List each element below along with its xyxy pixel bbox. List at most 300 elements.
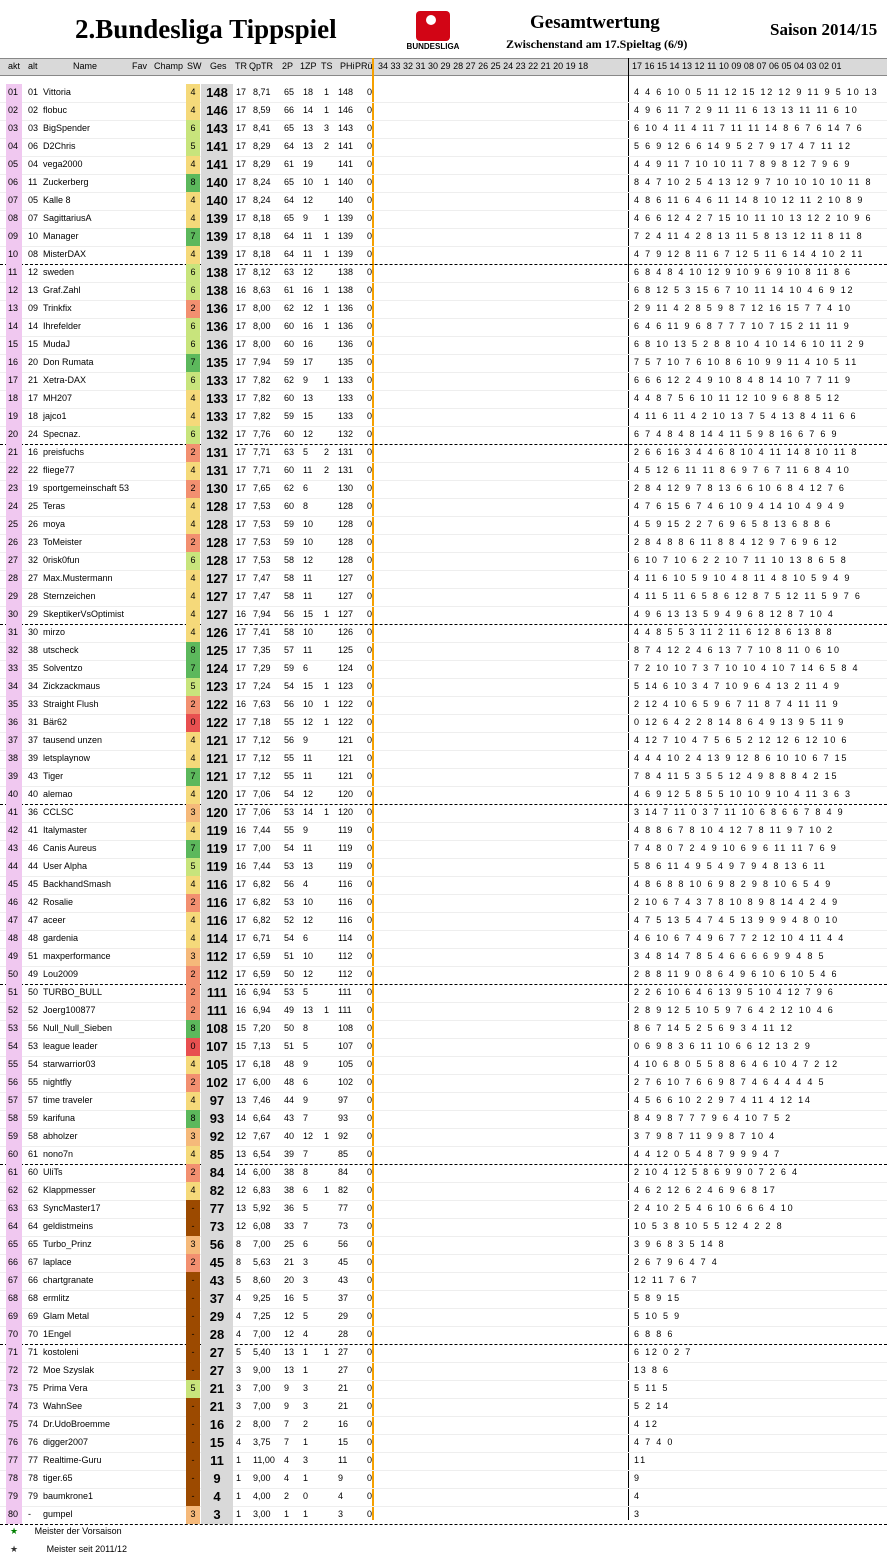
cell-name: Null_Null_Sieben <box>43 1023 113 1033</box>
cell-pr: 0 <box>367 303 373 313</box>
cell-alt: 35 <box>28 663 39 673</box>
cell-tr: 17 <box>236 1059 247 1069</box>
cell-ges: 102 <box>201 1074 233 1092</box>
cell-akt: 49 <box>8 951 19 961</box>
cell-qtr: 8,24 <box>253 195 271 205</box>
cell-sw: 2 <box>186 480 200 498</box>
table-row <box>0 1434 887 1453</box>
cell-tr: 12 <box>236 1131 247 1141</box>
table-row <box>0 570 887 589</box>
cell-akt: 14 <box>8 321 19 331</box>
table-row <box>0 588 887 607</box>
cell-p2: 1 <box>284 1509 290 1519</box>
cell-akt: 05 <box>8 159 19 169</box>
matchday-scores: 2 8 4 12 9 7 8 13 6 6 10 6 8 4 12 7 6 <box>634 483 846 493</box>
cell-p2: 53 <box>284 861 295 871</box>
cell-akt: 58 <box>8 1113 19 1123</box>
cell-p2: 62 <box>284 483 295 493</box>
cell-sw: 8 <box>186 1110 200 1128</box>
cell-ges: 116 <box>201 894 233 912</box>
cell-p2: 50 <box>284 969 295 979</box>
cell-pr: 0 <box>367 933 373 943</box>
cell-ts: 1 <box>324 375 330 385</box>
cell-phi: 9 <box>338 1473 344 1483</box>
cell-tr: 1 <box>236 1455 242 1465</box>
cell-akt: 19 <box>8 411 19 421</box>
cell-qtr: 7,53 <box>253 501 271 511</box>
table-row <box>0 1416 887 1435</box>
cell-tr: 12 <box>236 1221 247 1231</box>
cell-p1: 6 <box>303 1185 309 1195</box>
cell-phi: 93 <box>338 1113 349 1123</box>
cell-sw: 4 <box>186 624 200 642</box>
cell-p1: 12 <box>303 789 314 799</box>
cell-pr: 0 <box>367 1023 373 1033</box>
cell-alt: 21 <box>28 375 39 385</box>
cell-akt: 56 <box>8 1077 19 1087</box>
cell-tr: 17 <box>236 141 247 151</box>
cell-phi: 141 <box>338 159 354 169</box>
cell-pr: 0 <box>367 1059 373 1069</box>
cell-phi: 56 <box>338 1239 349 1249</box>
cell-sw: 4 <box>186 876 200 894</box>
cell-name: Zuckerberg <box>43 177 89 187</box>
cell-sw: 5 <box>186 858 200 876</box>
table-row <box>0 804 887 823</box>
cell-p2: 55 <box>284 717 295 727</box>
cell-p1: 18 <box>303 87 314 97</box>
cell-qtr: 7,44 <box>253 861 271 871</box>
cell-qtr: 7,46 <box>253 1095 271 1105</box>
cell-phi: 119 <box>338 843 353 853</box>
cell-sw: 2 <box>186 444 200 462</box>
cell-pr: 0 <box>367 1203 373 1213</box>
cell-alt: 74 <box>28 1419 39 1429</box>
table-row <box>0 138 887 157</box>
cell-qtr: 8,71 <box>253 87 271 97</box>
cell-tr: 17 <box>236 357 247 367</box>
cell-alt: 22 <box>28 465 39 475</box>
cell-ts: 1 <box>324 609 330 619</box>
table-row <box>0 876 887 895</box>
cell-name: Canis Aureus <box>43 843 97 853</box>
cell-p1: 11 <box>303 231 313 241</box>
cell-ges: 16 <box>201 1416 233 1434</box>
cell-phi: 127 <box>338 591 354 601</box>
cell-akt: 73 <box>8 1383 19 1393</box>
cell-qtr: 6,83 <box>253 1185 271 1195</box>
cell-ges: 133 <box>201 408 233 426</box>
cell-sw: 2 <box>186 696 200 714</box>
cell-p2: 59 <box>284 357 295 367</box>
cell-qtr: 7,29 <box>253 663 271 673</box>
cell-phi: 140 <box>338 177 354 187</box>
cell-sw: 4 <box>186 156 200 174</box>
cell-qtr: 7,94 <box>253 609 271 619</box>
cell-alt: 28 <box>28 591 39 601</box>
cell-akt: 02 <box>8 105 19 115</box>
cell-name: league leader <box>43 1041 98 1051</box>
cell-ges: 141 <box>201 138 233 156</box>
cell-qtr: 8,63 <box>253 285 271 295</box>
cell-alt: 07 <box>28 213 39 223</box>
matchday-scores: 7 2 10 10 7 3 7 10 10 4 10 7 14 6 5 8 4 <box>634 663 860 673</box>
cell-p1: 10 <box>303 537 314 547</box>
cell-qtr: 7,41 <box>253 627 271 637</box>
cell-p2: 64 <box>284 195 295 205</box>
cell-p2: 4 <box>284 1473 290 1483</box>
cell-p1: 13 <box>303 123 314 133</box>
cell-tr: 13 <box>236 1149 247 1159</box>
cell-phi: 122 <box>338 717 354 727</box>
cell-p1: 10 <box>303 897 314 907</box>
cell-alt: 34 <box>28 681 39 691</box>
cell-alt: 03 <box>28 123 39 133</box>
bundesliga-logo: BUNDESLIGA <box>404 11 462 53</box>
cell-tr: 17 <box>236 519 247 529</box>
cell-pr: 0 <box>367 213 373 223</box>
cell-akt: 06 <box>8 177 19 187</box>
cell-ges: 133 <box>201 372 233 390</box>
matchday-scores: 3 14 7 11 0 3 7 11 10 6 8 6 6 7 8 4 9 <box>634 807 845 817</box>
cell-pr: 0 <box>367 537 373 547</box>
cell-phi: 121 <box>338 771 354 781</box>
cell-phi: 136 <box>338 303 354 313</box>
cell-name: flobuc <box>43 105 68 115</box>
header <box>0 0 892 58</box>
cell-alt: 65 <box>28 1239 39 1249</box>
cell-sw: 4 <box>186 390 200 408</box>
cell-qtr: 6,08 <box>253 1221 271 1231</box>
cell-alt: 33 <box>28 699 39 709</box>
cell-alt: 26 <box>28 519 39 529</box>
cell-ges: 139 <box>201 246 233 264</box>
cell-ges: 121 <box>201 750 233 768</box>
cell-qtr: 7,71 <box>253 447 271 457</box>
cell-phi: 119 <box>338 861 353 871</box>
matchday-scores: 3 7 9 8 7 11 9 9 8 7 10 4 <box>634 1131 776 1141</box>
cell-phi: 27 <box>338 1347 349 1357</box>
table-row <box>0 426 887 445</box>
cell-sw: 4 <box>186 786 200 804</box>
table-row <box>0 552 887 571</box>
table-row <box>0 1200 887 1219</box>
cell-tr: 1 <box>236 1473 242 1483</box>
cell-sw: - <box>186 1326 200 1344</box>
cell-qtr: 7,00 <box>253 1401 271 1411</box>
cell-name: fliege77 <box>43 465 75 475</box>
cell-pr: 0 <box>367 1239 373 1249</box>
cell-p2: 53 <box>284 897 295 907</box>
cell-tr: 17 <box>236 231 247 241</box>
cell-phi: 112 <box>338 951 353 961</box>
cell-p2: 9 <box>284 1401 290 1411</box>
cell-qtr: 7,18 <box>253 717 271 727</box>
cell-ts: 1 <box>324 213 330 223</box>
cell-qtr: 7,65 <box>253 483 271 493</box>
cell-tr: 17 <box>236 429 247 439</box>
cell-pr: 0 <box>367 897 373 907</box>
matchday-scores: 2 8 4 8 8 6 11 8 8 4 12 9 7 6 9 6 12 <box>634 537 839 547</box>
cell-pr: 0 <box>367 519 373 529</box>
cell-akt: 01 <box>8 87 19 97</box>
cell-tr: 12 <box>236 1185 247 1195</box>
cell-p2: 62 <box>284 303 295 313</box>
cell-name: tiger.65 <box>43 1473 73 1483</box>
cell-phi: 84 <box>338 1167 349 1177</box>
cell-alt: 75 <box>28 1383 39 1393</box>
table-row <box>0 336 887 355</box>
table-row <box>0 1506 887 1525</box>
table-row <box>0 696 887 715</box>
cell-phi: 143 <box>338 123 354 133</box>
cell-qtr: 8,60 <box>253 1275 271 1285</box>
table-row <box>0 1326 887 1345</box>
cell-phi: 133 <box>338 375 354 385</box>
cell-p1: 2 <box>303 1419 309 1429</box>
cell-tr: 17 <box>236 375 247 385</box>
cell-akt: 12 <box>8 285 19 295</box>
cell-ges: 139 <box>201 210 233 228</box>
cell-alt: 30 <box>28 627 39 637</box>
cell-qtr: 9,00 <box>253 1473 271 1483</box>
cell-p1: 16 <box>303 339 314 349</box>
cell-name: Kalle 8 <box>43 195 71 205</box>
cell-alt: 44 <box>28 861 39 871</box>
cell-p1: 6 <box>303 1077 309 1087</box>
cell-name: abholzer <box>43 1131 78 1141</box>
zwischenstand-text: Zwischenstand am 17.Spieltag (6/9) <box>506 37 688 51</box>
table-row <box>0 354 887 373</box>
table-row <box>0 1146 887 1165</box>
cell-p2: 66 <box>284 105 295 115</box>
cell-p2: 58 <box>284 591 295 601</box>
cell-name: WahnSee <box>43 1401 83 1411</box>
cell-pr: 0 <box>367 267 373 277</box>
cell-phi: 120 <box>338 807 354 817</box>
cell-p2: 43 <box>284 1113 295 1123</box>
cell-ts: 1 <box>324 231 330 241</box>
cell-sw: 7 <box>186 354 200 372</box>
cell-p2: 48 <box>284 1077 295 1087</box>
cell-akt: 13 <box>8 303 19 313</box>
cell-p1: 13 <box>303 141 314 151</box>
cell-pr: 0 <box>367 285 373 295</box>
cell-pr: 0 <box>367 735 373 745</box>
col-fav: Fav <box>132 61 148 71</box>
cell-p1: 13 <box>303 393 314 403</box>
cell-tr: 17 <box>236 303 247 313</box>
cell-name: maxperformance <box>43 951 111 961</box>
cell-p2: 7 <box>284 1419 290 1429</box>
cell-ges: 9 <box>201 1470 233 1488</box>
cell-phi: 139 <box>338 249 354 259</box>
column-header <box>0 58 887 76</box>
cell-akt: 74 <box>8 1401 19 1411</box>
table-row <box>0 534 887 553</box>
cell-sw: 7 <box>186 840 200 858</box>
cell-p2: 55 <box>284 825 295 835</box>
cell-p2: 56 <box>284 699 295 709</box>
table-row <box>0 660 887 679</box>
cell-qtr: 7,12 <box>253 753 271 763</box>
cell-akt: 61 <box>8 1167 19 1177</box>
cell-alt: 17 <box>28 393 39 403</box>
cell-p2: 50 <box>284 1023 295 1033</box>
cell-qtr: 7,12 <box>253 735 271 745</box>
cell-phi: 28 <box>338 1329 349 1339</box>
cell-p2: 58 <box>284 555 295 565</box>
cell-akt: 30 <box>8 609 19 619</box>
cell-tr: 1 <box>236 1491 242 1501</box>
cell-name: Turbo_Prinz <box>43 1239 92 1249</box>
cell-akt: 44 <box>8 861 19 871</box>
table-row <box>0 1470 887 1489</box>
cell-p2: 4 <box>284 1455 290 1465</box>
cell-p2: 58 <box>284 627 295 637</box>
cell-name: MudaJ <box>43 339 71 349</box>
cell-p2: 9 <box>284 1383 290 1393</box>
cell-qtr: 6,59 <box>253 951 271 961</box>
cell-sw: 4 <box>186 822 200 840</box>
cell-pr: 0 <box>367 861 373 871</box>
cell-phi: 77 <box>338 1203 349 1213</box>
cell-pr: 0 <box>367 501 373 511</box>
cell-phi: 133 <box>338 411 354 421</box>
cell-tr: 16 <box>236 987 247 997</box>
cell-tr: 16 <box>236 609 247 619</box>
cell-p2: 60 <box>284 339 295 349</box>
cell-name: SkeptikerVsOptimist <box>43 609 125 619</box>
cell-akt: 40 <box>8 789 19 799</box>
cell-name: karifuna <box>43 1113 76 1123</box>
matchday-scores: 4 9 6 11 7 2 9 11 11 6 13 13 11 11 6 10 <box>634 105 859 115</box>
matchday-scores: 6 6 6 12 2 4 9 10 8 4 8 14 10 7 7 11 9 <box>634 375 852 385</box>
cell-alt: 60 <box>28 1167 39 1177</box>
cell-alt: 42 <box>28 897 39 907</box>
cell-p2: 60 <box>284 429 295 439</box>
cell-alt: 06 <box>28 141 39 151</box>
cell-alt: 45 <box>28 879 39 889</box>
cell-sw: - <box>186 1344 200 1362</box>
cell-ts: 1 <box>324 681 330 691</box>
cell-ges: 92 <box>201 1128 233 1146</box>
cell-qtr: 7,71 <box>253 465 271 475</box>
cell-tr: 17 <box>236 105 247 115</box>
cell-alt: 39 <box>28 753 39 763</box>
cell-name: laplace <box>43 1257 72 1267</box>
cell-pr: 0 <box>367 1149 373 1159</box>
table-row <box>0 840 887 859</box>
cell-ges: 45 <box>201 1254 233 1272</box>
page-title: 2.Bundesliga Tippspiel <box>75 14 337 44</box>
table-row <box>0 1308 887 1327</box>
gesamtwertung-heading: Gesamtwertung <box>530 12 660 33</box>
matchday-scores: 2 8 9 12 5 10 5 9 7 6 4 2 12 10 4 6 <box>634 1005 835 1015</box>
cell-ges: 122 <box>201 714 233 732</box>
cell-akt: 41 <box>8 807 19 817</box>
cell-p1: 5 <box>303 1293 309 1303</box>
cell-name: 0risk0fun <box>43 555 80 565</box>
cell-p1: 1 <box>303 1365 309 1375</box>
cell-p2: 51 <box>284 1041 295 1051</box>
cell-tr: 17 <box>236 717 247 727</box>
cell-sw: 8 <box>186 1020 200 1038</box>
cell-akt: 16 <box>8 357 19 367</box>
cell-akt: 25 <box>8 519 19 529</box>
cell-name: gardenia <box>43 933 79 943</box>
cell-ges: 140 <box>201 192 233 210</box>
cell-sw: 4 <box>186 462 200 480</box>
cell-ges: 73 <box>201 1218 233 1236</box>
cell-qtr: 5,63 <box>253 1257 271 1267</box>
cell-pr: 0 <box>367 555 373 565</box>
cell-p2: 55 <box>284 771 295 781</box>
cell-p1: 12 <box>303 915 314 925</box>
cell-p2: 39 <box>284 1149 295 1159</box>
table-row <box>0 1488 887 1507</box>
cell-alt: 67 <box>28 1257 39 1267</box>
cell-name: Glam Metal <box>43 1311 90 1321</box>
cell-ges: 4 <box>201 1488 233 1506</box>
cell-phi: 11 <box>338 1455 348 1465</box>
cell-ges: 135 <box>201 354 233 372</box>
cell-sw: 8 <box>186 174 200 192</box>
cell-alt: 38 <box>28 645 39 655</box>
cell-tr: 16 <box>236 825 247 835</box>
cell-p2: 33 <box>284 1221 295 1231</box>
cell-sw: 2 <box>186 984 200 1002</box>
cell-phi: 116 <box>338 915 353 925</box>
cell-p2: 12 <box>284 1311 295 1321</box>
cell-p1: 11 <box>303 843 313 853</box>
cell-pr: 0 <box>367 1131 373 1141</box>
col-matchdays-right: 17 16 15 14 13 12 11 10 09 08 07 06 05 04 03 02 01 <box>632 61 842 71</box>
cell-sw: 2 <box>186 1002 200 1020</box>
cell-name: vega2000 <box>43 159 83 169</box>
cell-tr: 17 <box>236 573 247 583</box>
cell-phi: 105 <box>338 1059 354 1069</box>
cell-pr: 0 <box>367 1437 373 1447</box>
cell-akt: 03 <box>8 123 19 133</box>
cell-name: CCLSC <box>43 807 74 817</box>
cell-phi: 121 <box>338 753 354 763</box>
cell-p1: 11 <box>303 573 313 583</box>
cell-pr: 0 <box>367 771 373 781</box>
cell-phi: 148 <box>338 87 354 97</box>
cell-qtr: 7,06 <box>253 789 271 799</box>
cell-p1: 15 <box>303 411 314 421</box>
cell-sw: 4 <box>186 1146 200 1164</box>
cell-phi: 73 <box>338 1221 349 1231</box>
cell-akt: 70 <box>8 1329 19 1339</box>
cell-qtr: 6,94 <box>253 987 271 997</box>
col-phi: PHi <box>340 61 355 71</box>
cell-pr: 0 <box>367 1491 373 1501</box>
cell-pr: 0 <box>367 591 373 601</box>
table-row <box>0 678 887 697</box>
table-row <box>0 102 887 121</box>
cell-p2: 48 <box>284 1059 295 1069</box>
cell-tr: 17 <box>236 645 247 655</box>
matchday-scores: 4 6 2 12 6 2 4 6 9 6 8 17 <box>634 1185 777 1195</box>
cell-akt: 22 <box>8 465 19 475</box>
cell-ges: 148 <box>201 84 233 102</box>
table-row <box>0 822 887 841</box>
cell-tr: 17 <box>236 1077 247 1087</box>
table-row <box>0 984 887 1003</box>
cell-p1: 1 <box>303 1437 309 1447</box>
